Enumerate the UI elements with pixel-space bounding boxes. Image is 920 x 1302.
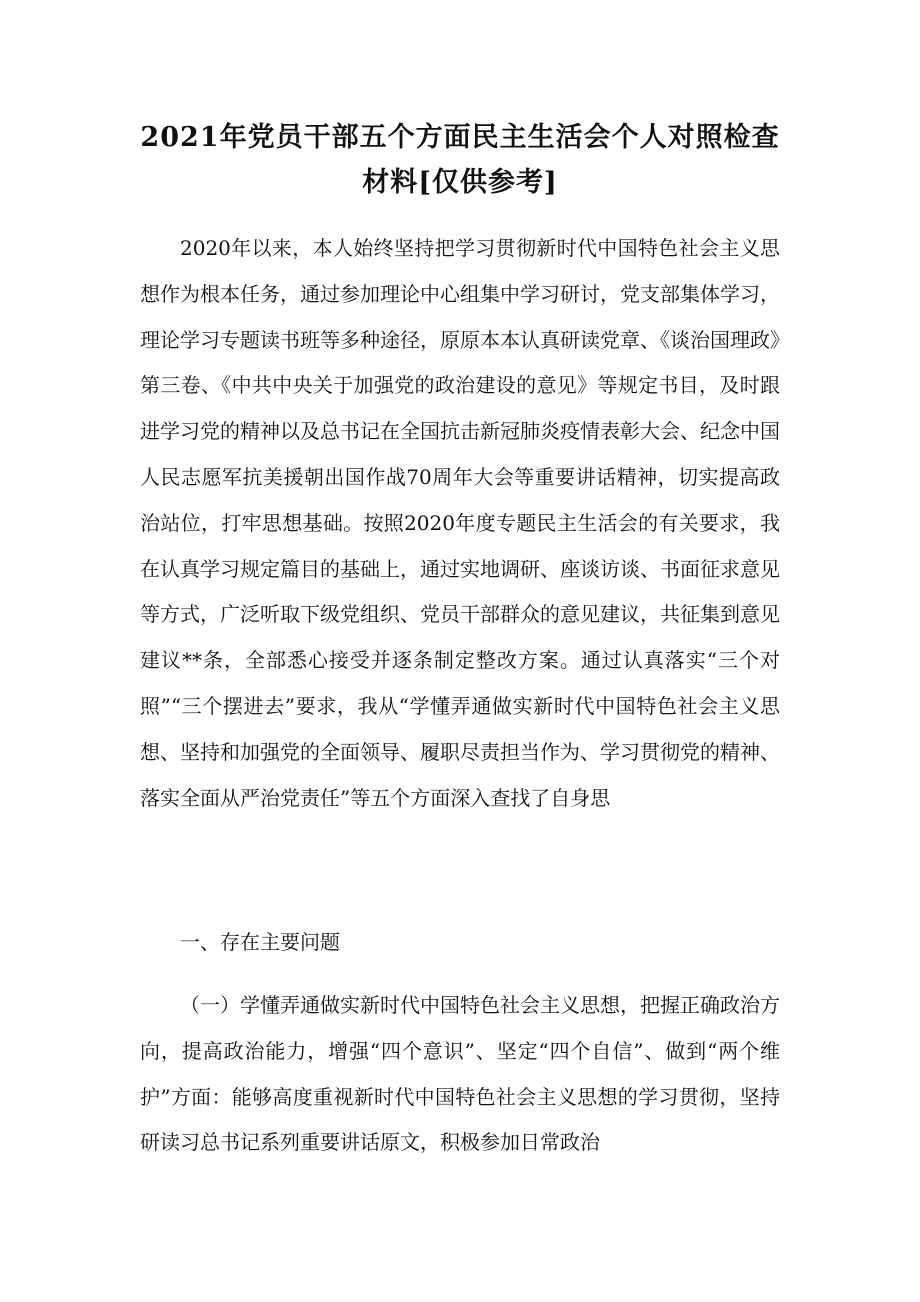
body-paragraph-section-1: （一）学懂弄通做实新时代中国特色社会主义思想，把握正确政治方向，提高政治能力，增强“四个意识”、坚定“四个自信”、做到“两个维护”方面：能够高度重视新时代中国特色社会主义思想的学习贯彻，坚持研读习总书记系列重要讲话原文，积极参加日常政治 xyxy=(140,993,780,1155)
section-heading-main-problems: 一、存在主要问题 xyxy=(180,930,340,954)
document-title-line-1: 2021年党员干部五个方面民主生活会个人对照检查 xyxy=(140,122,780,153)
document-title-line-2: 材料[仅供参考] xyxy=(362,167,558,198)
body-paragraph-intro: 2020年以来，本人始终坚持把学习贯彻新时代中国特色社会主义思想作为根本任务，通过参加理论中心组集中学习研讨，党支部集体学习，理论学习专题读书班等多种途径，原原本本认真研读党章、《谈治国理政》第三卷、《中共中央关于加强党的政治建设的意见》等规定书目，及时跟进学习党的精神以及总书记在全国抗击新冠肺炎疫情表彰大会、纪念中国人民志愿军抗美援朝出国作战70周年大会等重要讲话精神，切实提高政治站位，打牢思想基础。按照2020年度专题民主生活会的有关要求，我在认真学习规定篇目的基础上，通过实地调研、座谈访谈、书面征求意见等方式，广泛听取下级党组织、党员干部群众的意见建议，共征集到意见建议**条，全部悉心接受并逐条制定整改方案。通过认真落实“三个对照”“三个摆进去”要求，我从“学懂弄通做实新时代中国特色社会主义思想、坚持和加强党的全面领导、履职尽责担当作为、学习贯彻党的精神、落实全面从严治党责任”等五个方面深入查找了自身思 xyxy=(140,236,780,810)
